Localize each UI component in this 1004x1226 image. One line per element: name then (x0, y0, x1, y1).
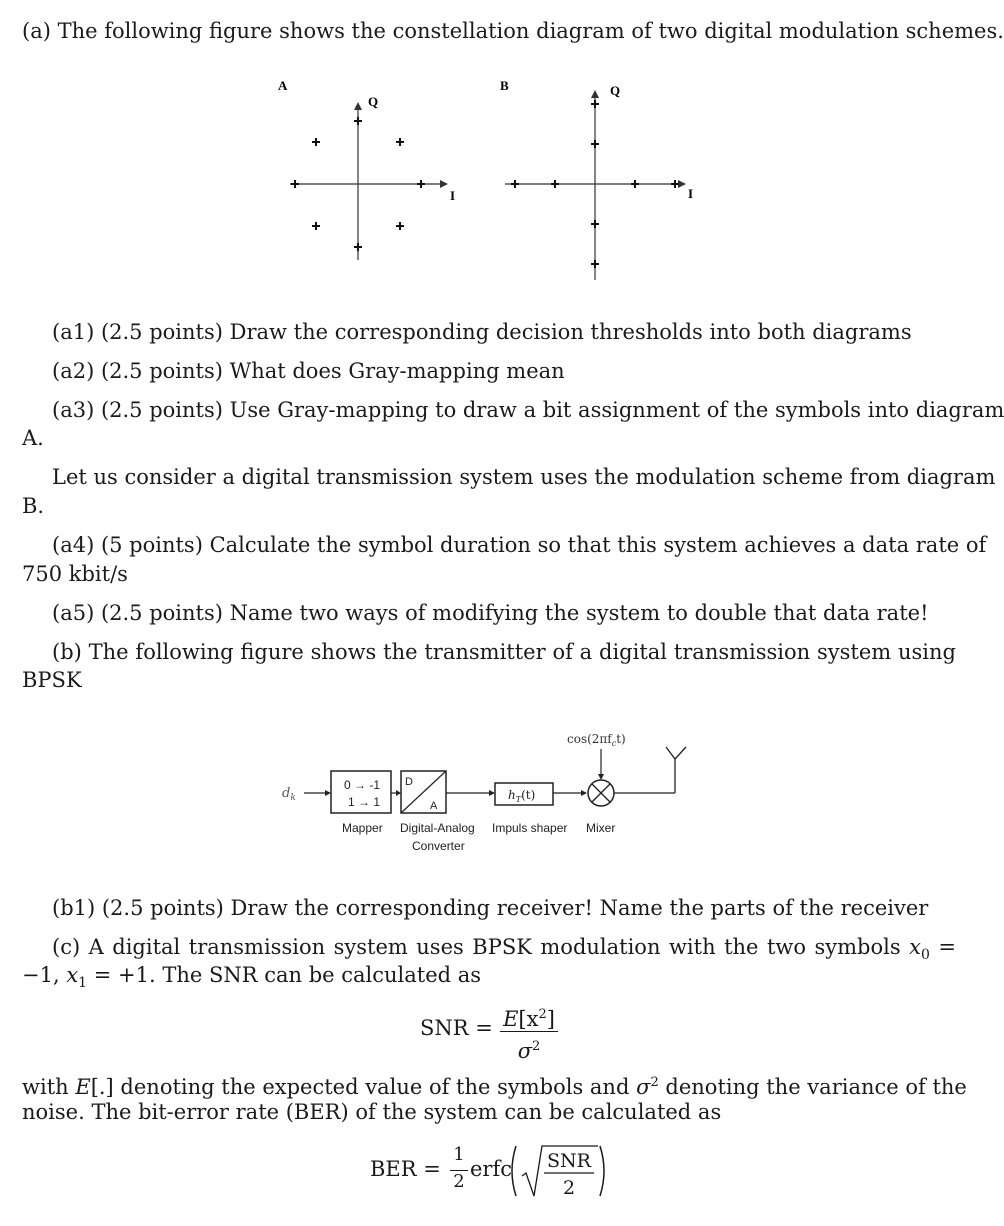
question-a5: (a5) (2.5 points) Name two ways of modifying the system to double that data rate! (52, 601, 929, 625)
diagram-b-q-arrow (591, 90, 599, 98)
consider-line2: B. (22, 494, 45, 518)
constellation-point (591, 260, 599, 268)
diagram-b-label: B (500, 78, 509, 93)
svg-text:SNR: SNR (547, 1150, 591, 1172)
svg-text:2: 2 (562, 1177, 576, 1199)
intro-b-line2: BPSK (22, 668, 82, 692)
constellation-point (631, 180, 639, 188)
transmitter-block-diagram (270, 725, 710, 860)
svg-text:hT(t): $h_T(t)$ (508, 788, 536, 804)
intro-c-line2: −1, $x_1 = +1$. The SNR can be calculated as (22, 963, 482, 992)
svg-text:D: D (405, 776, 413, 788)
intro-a: (a) The following figure shows the constellation diagram of two digital modulation schemes. (22, 19, 1004, 43)
input-dk-label: $d_k$ (282, 786, 296, 803)
mixer-label: Mixer (586, 821, 616, 835)
constellation-point (354, 117, 362, 125)
mapper-rule-2: 1 → 1 (348, 795, 381, 809)
constellation-point (671, 180, 679, 188)
constellation-point (396, 222, 404, 230)
diagram-a-q-label: Q (368, 94, 379, 109)
consider-line1: Let us consider a digital transmission system uses the modulation scheme from diagram (52, 465, 996, 489)
mapper-label: Mapper (342, 821, 383, 835)
dac-label-line2: Converter (412, 839, 465, 853)
constellation-point (591, 100, 599, 108)
with-line2: noise. The bit-error rate (BER) of the system can be calculated as (22, 1100, 722, 1124)
question-a2: (a2) (2.5 points) What does Gray-mapping mean (52, 359, 565, 383)
mapper-rule-1: 0 → -1 (344, 778, 381, 792)
constellation-point (312, 138, 320, 146)
constellation-point (312, 222, 320, 230)
question-a3-line1: (a3) (2.5 points) Use Gray-mapping to draw a bit assignment of the symbols into diagram (52, 398, 1004, 422)
carrier-label: $\cos(2\pi f_ct)$ (567, 732, 626, 748)
with-line1: with E[.] denoting the expected value of the symbols and $\sigma^2$ denoting the variance of the (22, 1075, 967, 1099)
constellation-diagram-b (490, 70, 720, 285)
constellation-point (291, 180, 299, 188)
shaper-label: Impuls shaper (492, 821, 568, 835)
diagram-a-i-label: I (450, 188, 456, 203)
diagram-b-i-label: I (688, 186, 694, 201)
diagram-b-i-arrow (678, 180, 686, 188)
intro-c-line1: (c) A digital transmission system uses BPSK modulation with the two symbols $x_0$ = (52, 935, 956, 964)
constellation-diagram-a (270, 70, 490, 270)
constellation-point (511, 180, 519, 188)
question-a3-line2: A. (22, 426, 44, 450)
constellation-point (591, 140, 599, 148)
dac-label-line1: Digital-Analog (400, 821, 475, 835)
question-a4-line2: 750 kbit/s (22, 562, 128, 586)
diagram-b-q-label: Q (610, 83, 621, 98)
ber-formula: BER = 1 2 erfc SNR 2 (370, 1140, 630, 1220)
constellation-point (551, 180, 559, 188)
diagram-a-i-arrow (440, 180, 448, 188)
svg-text:A: A (430, 800, 438, 812)
diagram-a-label: A (278, 78, 288, 93)
diagram-a-q-arrow (354, 102, 362, 110)
question-a1: (a1) (2.5 points) Draw the corresponding decision thresholds into both diagrams (52, 320, 912, 344)
intro-b-line1: (b) The following figure shows the transmitter of a digital transmission system using (52, 640, 956, 664)
constellation-point (591, 220, 599, 228)
ber-sqrt-expression (508, 1140, 608, 1202)
constellation-point (354, 243, 362, 251)
constellation-point (417, 180, 425, 188)
question-a4-line1: (a4) (5 points) Calculate the symbol duration so that this system achieves a data rate of (52, 533, 987, 557)
snr-formula: SNR = $E[x^2]$ $\sigma^2$ (420, 1002, 600, 1064)
question-b1: (b1) (2.5 points) Draw the corresponding receiver! Name the parts of the receiver (52, 896, 929, 920)
constellation-point (396, 138, 404, 146)
